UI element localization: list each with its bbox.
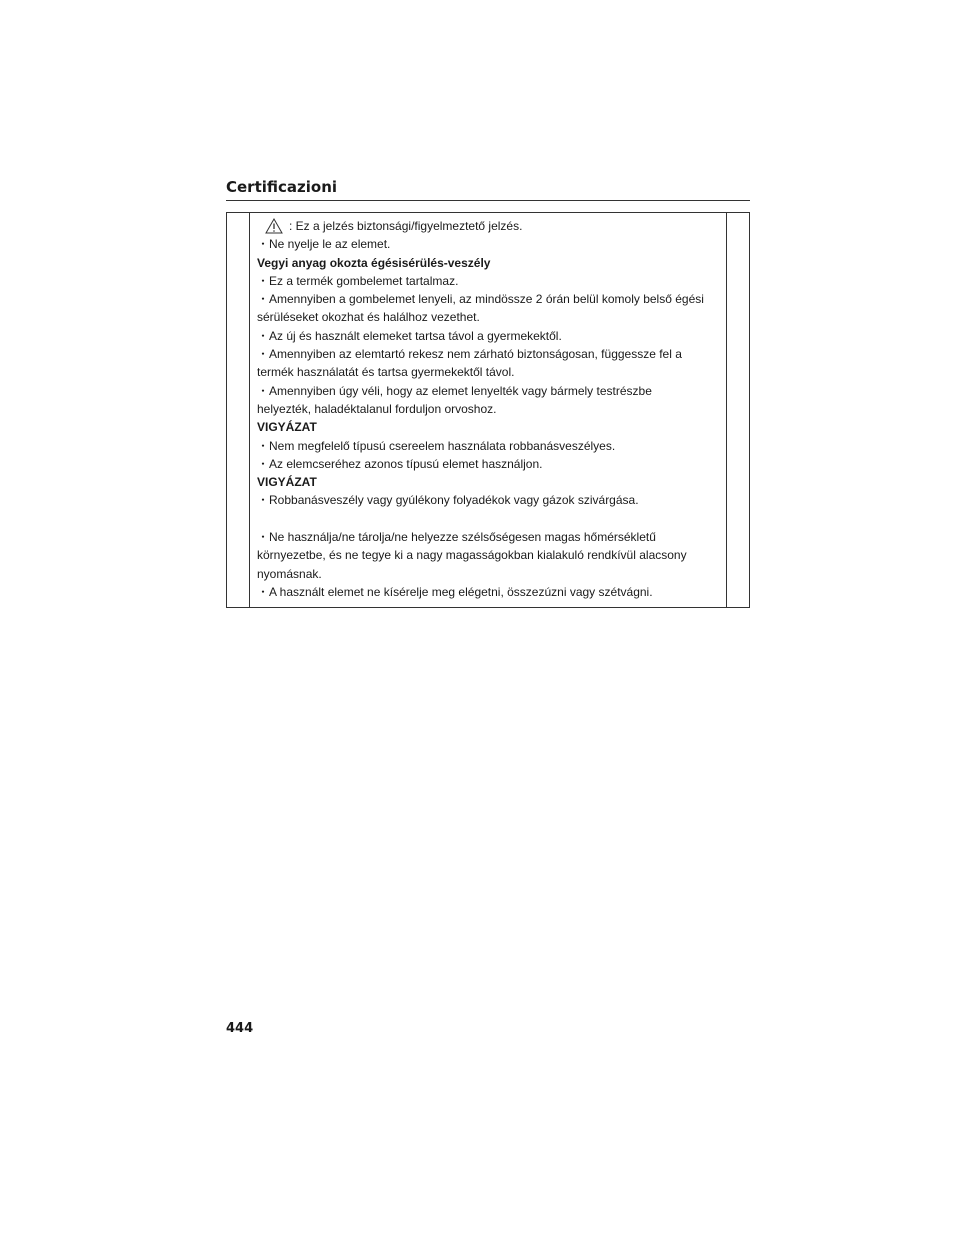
page-header xyxy=(226,178,750,201)
text-line: termék használatát és tartsa gyermekektől távol. xyxy=(257,365,515,380)
text-line: helyezték, haladéktalanul forduljon orvoshoz. xyxy=(257,401,497,416)
text-line: ・Az új és használt elemeket tartsa távol a gyermekektől. xyxy=(257,328,562,343)
text-line: ・Amennyiben az elemtartó rekesz nem zárható biztonságosan, függessze fel a xyxy=(257,347,682,362)
text-line xyxy=(257,510,727,528)
section-heading: VIGYÁZAT xyxy=(257,475,317,490)
text-line: nyomásnak. xyxy=(257,566,322,581)
section-heading: VIGYÁZAT xyxy=(257,420,317,435)
text-line: ・Ne nyelje le az elemet. xyxy=(257,237,391,252)
table-left-column-divider xyxy=(249,213,250,607)
section-heading: Vegyi anyag okozta égésisérülés-veszély xyxy=(257,255,491,270)
text-line: ・Amennyiben úgy véli, hogy az elemet lenyelték vagy bármely testrészbe xyxy=(257,383,652,398)
warning-symbol-text: : Ez a jelzés biztonsági/figyelmeztető jelzés. xyxy=(289,219,523,233)
warning-table xyxy=(226,212,750,608)
text-line: környezetbe, és ne tegye ki a nagy magasságokban kialakuló rendkívül alacsony xyxy=(257,548,687,563)
text-line: ・Robbanásveszély vagy gyúlékony folyadékok vagy gázok szivárgása. xyxy=(257,493,639,508)
warning-symbol-line xyxy=(257,217,727,235)
text-line: ・Ne használja/ne tárolja/ne helyezze szélsőségesen magas hőmérsékletű xyxy=(257,530,656,545)
text-line: ・Amennyiben a gombelemet lenyeli, az mindössze 2 órán belül komoly belső égési xyxy=(257,292,704,307)
text-line: sérüléseket okozhat és halálhoz vezethet. xyxy=(257,310,480,325)
warning-content xyxy=(257,217,727,601)
text-line: ・Ez a termék gombelemet tartalmaz. xyxy=(257,273,459,288)
text-line: ・Nem megfelelő típusú csereelem használata robbanásveszélyes. xyxy=(257,438,616,453)
section-title: Certificazioni xyxy=(226,178,338,196)
text-line: ・A használt elemet ne kísérelje meg elégetni, összezúzni vagy szétvágni. xyxy=(257,584,653,599)
page-number: 444 xyxy=(226,1021,254,1036)
warning-triangle-icon xyxy=(265,218,283,234)
text-line: ・Az elemcseréhez azonos típusú elemet használjon. xyxy=(257,456,543,471)
